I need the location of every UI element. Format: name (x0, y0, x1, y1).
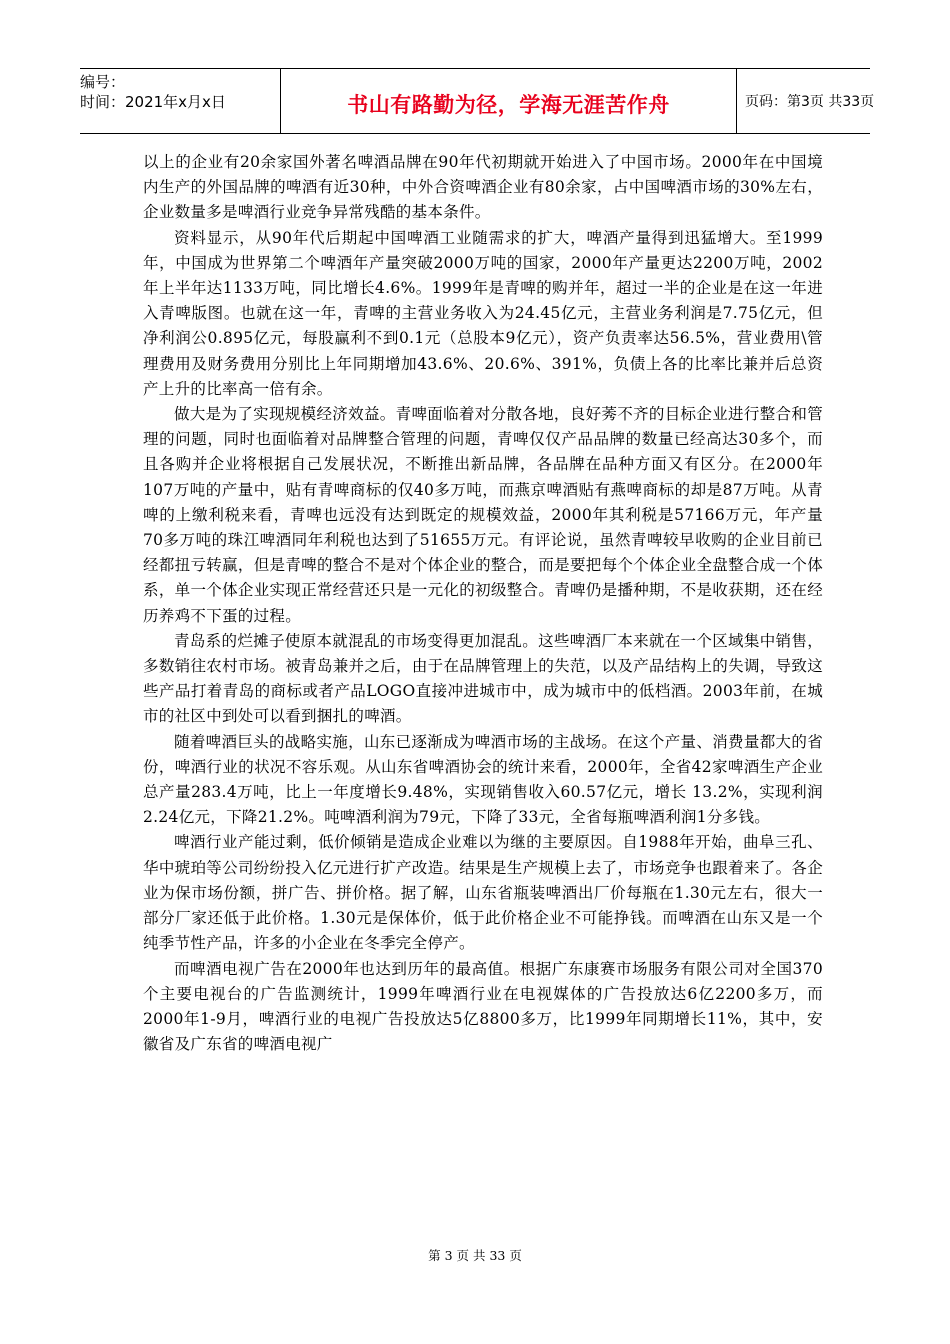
serial-label: 编号： (80, 73, 126, 91)
page-footer: 第 3 页 共 33 页 (428, 1248, 522, 1263)
document-body (143, 150, 823, 1057)
paragraph: 随着啤酒巨头的战略实施，山东已逐渐成为啤酒市场的主战场。在这个产量、消费量都大的省份，啤酒行业的状况不容乐观。从山东省啤酒协会的统计来看，2000年，全省42家啤酒生产企业总产量283.4万吨，比上一年度增长9.48%，实现销售收入60.57亿元，增长 13.2%，实现利润2.24亿元，下降21.2%。吨啤酒利润为79元，下降了33元，全省每瓶啤酒利润1分多钱。 (143, 732, 823, 827)
header-meta (80, 69, 280, 133)
page-info: 页码：第3页 共33页 (745, 94, 875, 110)
paragraph: 而啤酒电视广告在2000年也达到历年的最高值。根据广东康赛市场服务有限公司对全国370个主要电视台的广告监测统计，1999年啤酒行业在电视媒体的广告投放达6亿2200多万，而2000年1-9月，啤酒行业的电视广告投放达5亿8800多万，比1999年同期增长11%，其中，安徽省及广东省的啤酒电视广 (143, 959, 823, 1054)
header-motto-cell (280, 69, 737, 133)
paragraph: 资料显示，从90年代后期起中国啤酒工业随需求的扩大，啤酒产量得到迅猛增大。至1999年，中国成为世界第二个啤酒年产量突破2000万吨的国家，2000年产量更达2200万吨，2002年上半年达1133万吨，同比增长4.6%。1999年是青啤的购并年，超过一半的企业是在这一年进入青啤版图。也就在这一年，青啤的主营业务收入为24.45亿元，主营业务利润是7.75亿元，但净利润公0.895亿元，每股赢利不到0.1元（总股本9亿元），资产负责率达56.5%，营业费用\管理费用及财务费用分别比上年同期增加43.6%、20.6%、391%，负债上各的比率比兼并后总资产上升的比率高一倍有余。 (143, 228, 823, 398)
paragraph: 以上的企业有20余家国外著名啤酒品牌在90年代初期就开始进入了中国市场。2000年在中国境内生产的外国品牌的啤酒有近30种，中外合资啤酒企业有80余家，占中国啤酒市场的30%左右，企业数量多是啤酒行业竞争异常残酷的基本条件。 (143, 153, 823, 222)
page-header (80, 68, 875, 134)
motto-text: 书山有路勤为径，学海无涯苦作舟 (347, 93, 670, 117)
date-label: 时间：2021年x月x日 (80, 93, 226, 111)
paragraph: 青岛系的烂摊子使原本就混乱的市场变得更加混乱。这些啤酒厂本来就在一个区域集中销售，多数销往农村市场。被青岛兼并之后，由于在品牌管理上的失范，以及产品结构上的失调，导致这些产品打着青岛的商标或者产品LOGO直接冲进城市中，成为城市中的低档酒。2003年前，在城市的社区中到处可以看到捆扎的啤酒。 (143, 631, 823, 726)
paragraph: 做大是为了实现规模经济效益。青啤面临着对分散各地，良好莠不齐的目标企业进行整合和管理的问题，同时也面临着对品牌整合管理的问题，青啤仅仅产品品牌的数量已经高达30多个，而且各购并企业将根据自己发展状况，不断推出新品牌，各品牌在品种方面又有区分。在2000年107万吨的产量中，贴有青啤商标的仅40多万吨，而燕京啤酒贴有燕啤商标的却是87万吨。从青啤的上缴利税来看，青啤也远没有达到既定的规模效益，2000年其利税是57166万元，年产量70多万吨的珠江啤酒同年利税也达到了51655万元。有评论说，虽然青啤较早收购的企业目前已经都扭亏转赢，但是青啤的整合不是对个体企业的整合，而是要把每个个体企业全盘整合成一个体系，单一个体企业实现正常经营还只是一元化的初级整合。青啤仍是播种期，不是收获期，还在经历养鸡不下蛋的过程。 (143, 405, 823, 625)
paragraph: 啤酒行业产能过剩，低价倾销是造成企业难以为继的主要原因。自1988年开始，曲阜三孔、华中琥珀等公司纷纷投入亿元进行扩产改造。结果是生产规模上去了，市场竞争也跟着来了。各企业为保市场份额，拼广告、拼价格。据了解，山东省瓶装啤酒出厂价每瓶在1.30元左右，很大一部分厂家还低于此价格。1.30元是保体价，低于此价格企业不可能挣钱。而啤酒在山东又是一个纯季节性产品，许多的小企业在冬季完全停产。 (143, 833, 823, 953)
